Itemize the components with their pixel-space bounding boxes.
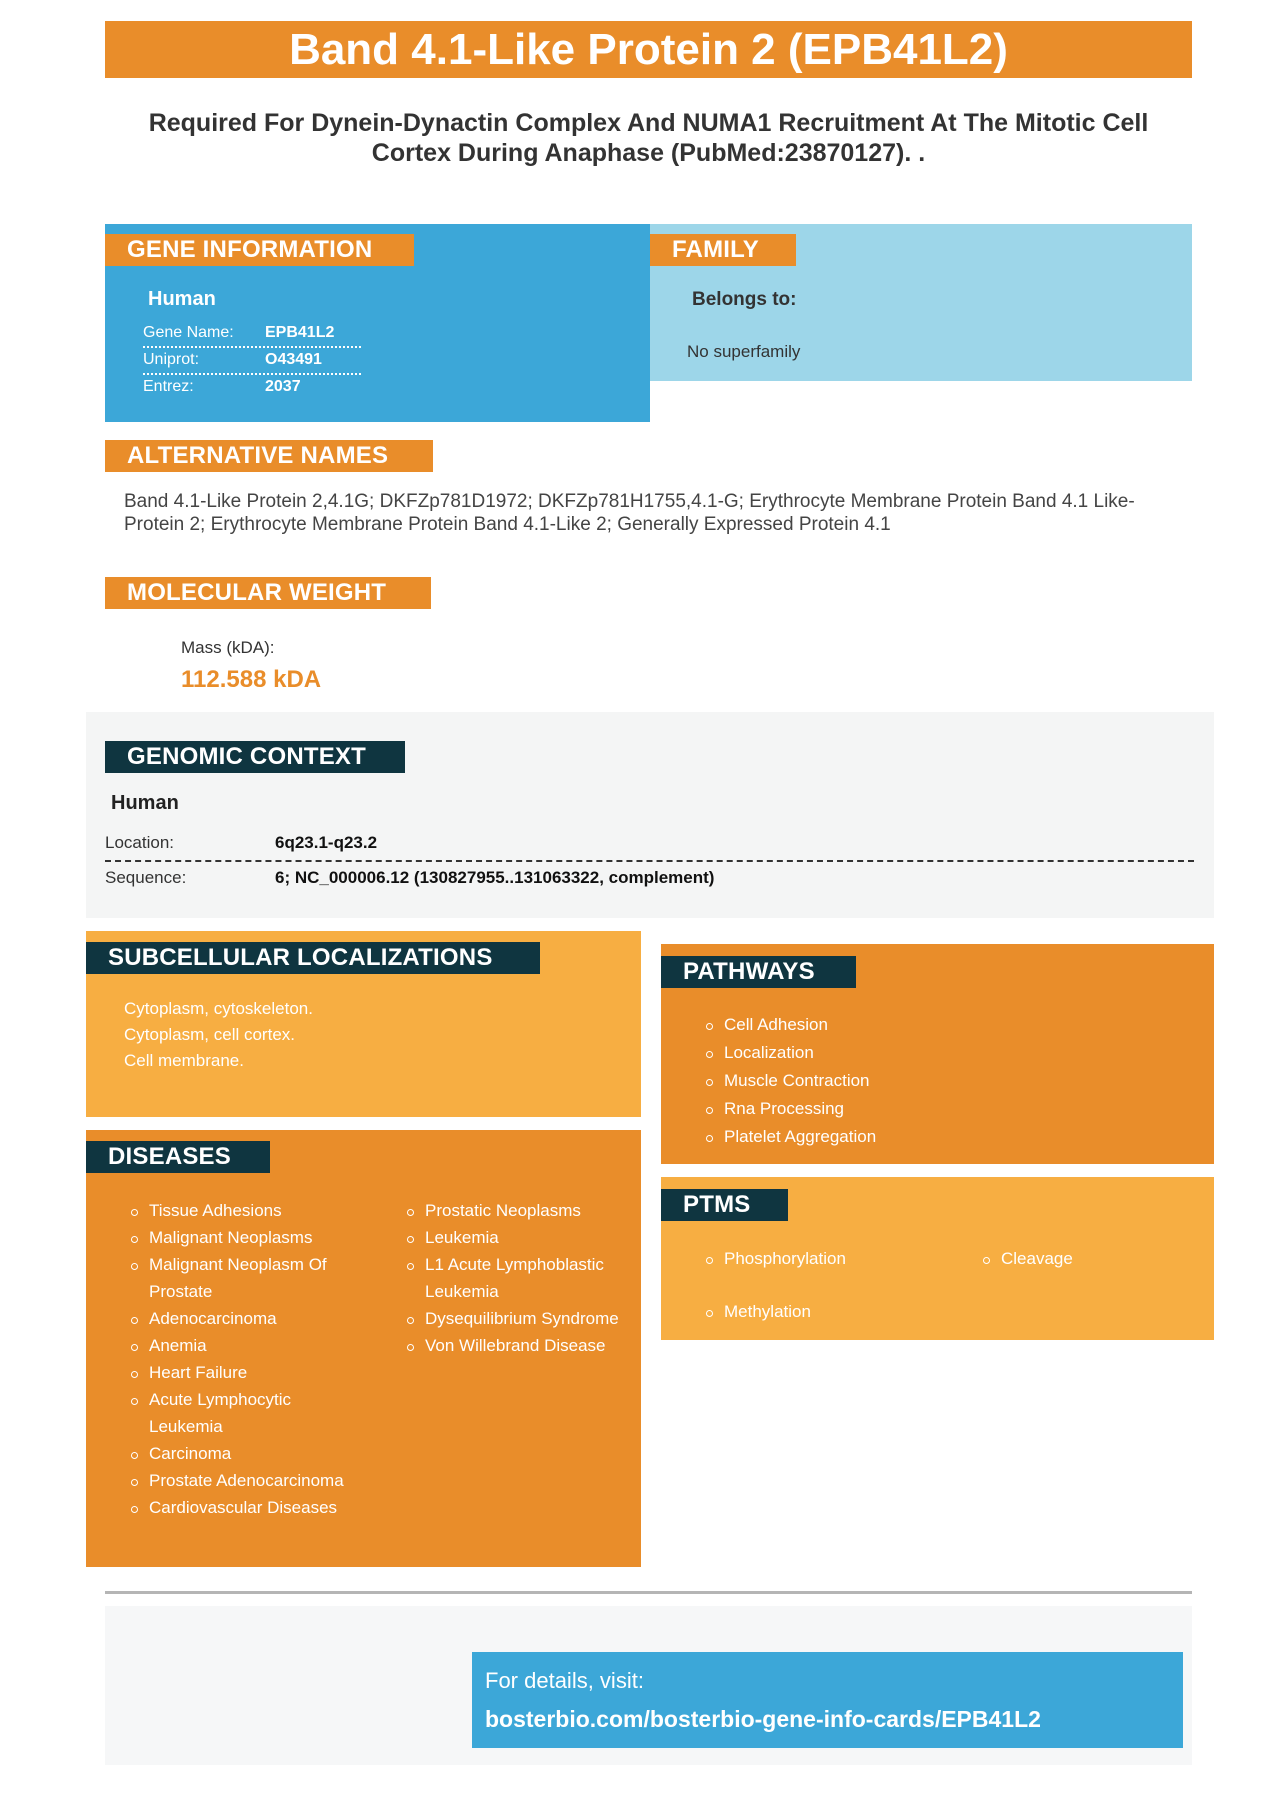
- list-item: Cleavage: [981, 1245, 1181, 1272]
- list-item: Localization: [704, 1039, 1104, 1067]
- molecular-weight-heading: MOLECULAR WEIGHT: [105, 577, 431, 609]
- subcellular-list: [124, 996, 313, 1074]
- list-item: Heart Failure: [129, 1359, 369, 1386]
- family-value: No superfamily: [687, 342, 801, 361]
- ptms-list-right: [981, 1245, 1181, 1272]
- belongs-to-label: Belongs to:: [692, 289, 797, 310]
- sequence-row: [105, 868, 715, 888]
- list-item: Prostatic Neoplasms: [405, 1197, 635, 1224]
- details-url-link[interactable]: bosterbio.com/bosterbio-gene-info-cards/EPB41L2: [485, 1706, 1041, 1732]
- diseases-list-left: [129, 1197, 369, 1521]
- list-item: Adenocarcinoma: [129, 1305, 369, 1332]
- list-item: Platelet Aggregation: [704, 1123, 1104, 1151]
- location-label: Location:: [105, 833, 174, 852]
- list-item: Prostate Adenocarcinoma: [129, 1467, 369, 1494]
- location-value: 6q23.1-q23.2: [275, 833, 378, 852]
- list-item: Malignant Neoplasm Of Prostate: [129, 1251, 369, 1305]
- uniprot-label: Uniprot:: [143, 351, 200, 368]
- list-item: Cytoplasm, cytoskeleton.: [124, 999, 313, 1018]
- alternative-names-heading: ALTERNATIVE NAMES: [105, 440, 433, 472]
- list-item: Cytoplasm, cell cortex.: [124, 1025, 295, 1044]
- pathways-heading: PATHWAYS: [661, 956, 856, 988]
- list-item: Malignant Neoplasms: [129, 1224, 369, 1251]
- genomic-context-panel: [86, 712, 1214, 918]
- page-subtitle: Required For Dynein-Dynactin Complex And NUMA1 Recruitment At The Mitotic Cell Cortex During Anaphase (PubMed:23870127). .: [148, 109, 1149, 167]
- sequence-label: Sequence:: [105, 868, 187, 887]
- list-item: Muscle Contraction: [704, 1067, 1104, 1095]
- list-item: Methylation: [704, 1298, 934, 1325]
- list-item: Phosphorylation: [704, 1245, 934, 1272]
- list-item: Dysequilibrium Syndrome: [405, 1305, 635, 1332]
- entrez-label: Entrez:: [143, 378, 194, 395]
- divider: [143, 373, 361, 375]
- family-panel: [650, 224, 1192, 381]
- divider: [143, 346, 361, 348]
- gene-species: Human: [148, 288, 216, 310]
- diseases-heading: DISEASES: [86, 1141, 270, 1173]
- mass-value: 112.588 kDA: [181, 666, 322, 693]
- gene-name-value: EPB41L2: [265, 324, 335, 341]
- footer-divider: [105, 1591, 1192, 1594]
- gene-information-heading: GENE INFORMATION: [105, 234, 414, 266]
- list-item: Carcinoma: [129, 1440, 369, 1467]
- list-item: Leukemia: [405, 1224, 635, 1251]
- family-heading: FAMILY: [650, 234, 796, 266]
- subcellular-heading: SUBCELLULAR LOCALIZATIONS: [86, 942, 540, 974]
- list-item: Tissue Adhesions: [129, 1197, 369, 1224]
- list-item: Acute Lymphocytic Leukemia: [129, 1386, 369, 1440]
- page-title: Band 4.1-Like Protein 2 (EPB41L2): [105, 21, 1192, 78]
- genomic-context-heading: GENOMIC CONTEXT: [105, 741, 405, 773]
- entrez-value[interactable]: 2037: [265, 378, 301, 395]
- sequence-value: 6; NC_000006.12 (130827955..131063322, complement): [275, 868, 715, 887]
- list-item: L1 Acute Lymphoblastic Leukemia: [405, 1251, 635, 1305]
- gene-name-label: Gene Name:: [143, 324, 234, 341]
- divider: [105, 860, 1194, 862]
- list-item: Cell Adhesion: [704, 1011, 1104, 1039]
- list-item: Rna Processing: [704, 1095, 1104, 1123]
- genomic-species: Human: [111, 792, 179, 814]
- gene-information-panel: [105, 224, 650, 422]
- ptms-list-left: [704, 1245, 934, 1325]
- details-link-box[interactable]: [472, 1652, 1183, 1748]
- details-lead-text: For details, visit:: [485, 1668, 644, 1693]
- mass-label: Mass (kDA):: [181, 638, 275, 657]
- diseases-list-right: [405, 1197, 635, 1359]
- location-row: [105, 833, 378, 853]
- list-item: Anemia: [129, 1332, 369, 1359]
- list-item: Von Willebrand Disease: [405, 1332, 635, 1359]
- pathways-list: [704, 1011, 1104, 1151]
- list-item: Cardiovascular Diseases: [129, 1494, 369, 1521]
- uniprot-value[interactable]: O43491: [265, 351, 322, 368]
- list-item: Cell membrane.: [124, 1051, 244, 1070]
- ptms-heading: PTMS: [661, 1189, 788, 1221]
- alternative-names-text: Band 4.1-Like Protein 2,4.1G; DKFZp781D1972; DKFZp781H1755,4.1-G; Erythrocyte Membrane Protein Band 4.1 Like-Protein 2; Erythrocyte Membrane Protein Band 4.1-Like 2; Generally Expressed Protein 4.1: [124, 491, 1135, 535]
